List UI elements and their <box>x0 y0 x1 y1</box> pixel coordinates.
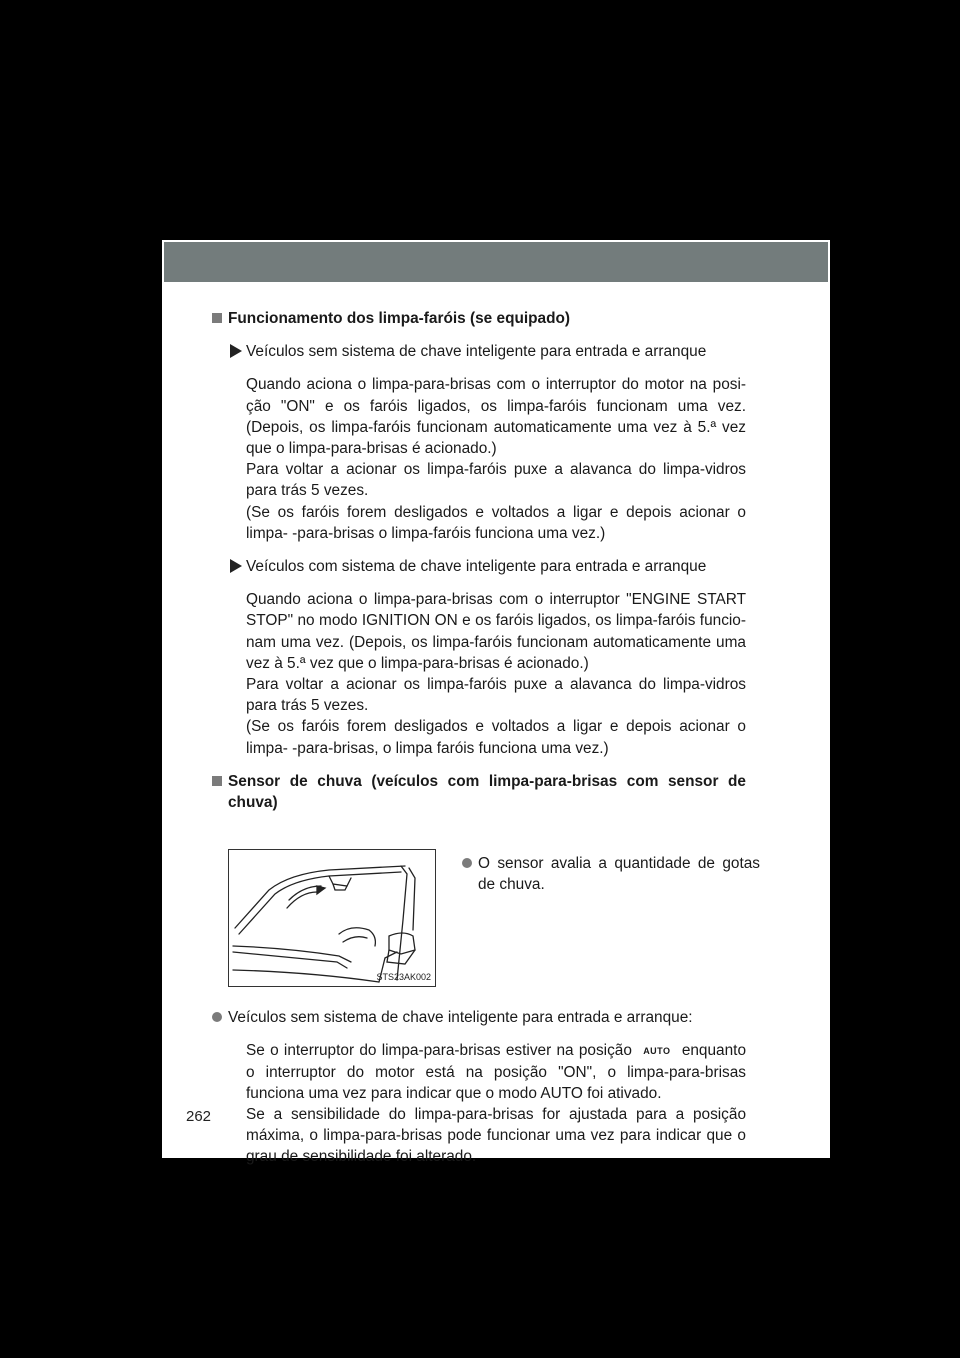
rain-sensor-figure-row <box>212 825 760 995</box>
paragraph: Quando aciona o limpa-para-brisas com o interruptor "ENGINE START STOP" no modo IGNITION ON e os faróis ligados, os limpa-faróis funcio- nam uma vez. (Depois, os limpa-faróis funcionam automaticamente uma vez à 5.ª vez que o limpa-para-brisas é acionado.) <box>246 591 746 672</box>
square-bullet-icon <box>212 313 222 323</box>
sensor-bullet <box>448 853 760 907</box>
windshield-drawing <box>229 850 435 986</box>
paragraph: Se o interruptor do limpa-para-brisas estiver na posição AUTO enquanto o interruptor do motor está na posição "ON", o limpa-para-brisas funciona uma vez para indicar que o modo AUTO foi ativado. <box>246 1042 747 1102</box>
paragraph: (Se os faróis forem desligados e voltados a ligar e depois acionar o limpa- -para-brisas o limpa-faróis funciona uma vez.) <box>246 503 746 542</box>
paragraph-block <box>212 589 746 759</box>
auto-position-symbol: AUTO <box>643 1046 671 1057</box>
arrow-right-icon <box>230 559 242 573</box>
manual-page <box>162 240 830 1166</box>
bullet-item: O sensor avalia a quantidade de gotas de chuva. <box>462 853 760 895</box>
subheading-with-smart-key: Veículos com sistema de chave inteligente para entrada e arranque <box>212 556 746 577</box>
figure-code: STS23AK002 <box>376 972 431 983</box>
section-title-rain-sensor: Sensor de chuva (veículos com limpa-para-brisas com sensor de chuva) <box>212 771 746 813</box>
paragraph-block <box>212 1040 746 1167</box>
section-title-headlight-cleaners: Funcionamento dos limpa-faróis (se equipado) <box>212 308 746 329</box>
round-bullet-icon <box>212 1012 222 1022</box>
page-content <box>212 308 760 1180</box>
subheading-without-smart-key: Veículos sem sistema de chave inteligente para entrada e arranque <box>212 341 746 362</box>
arrow-right-icon <box>230 344 242 358</box>
round-bullet-icon <box>462 858 472 868</box>
paragraph: Quando aciona o limpa-para-brisas com o interruptor do motor na posi- ção "ON" e os faróis ligados, os limpa-faróis funcionam uma vez. (Depois, os limpa-faróis funcionam automaticamente uma vez à 5.ª vez que o limpa-para-brisas é acionado.) <box>246 376 746 458</box>
paragraph: Para voltar a acionar os limpa-faróis puxe a alavanca do limpa-vidros para trás 5 vezes. <box>246 676 746 715</box>
header-bar <box>164 242 828 282</box>
paragraph: Se a sensibilidade do limpa-para-brisas for ajustada para a posição máxima, o limpa-para-brisas pode funcionar uma vez para indicar que o grau de sensibilidade foi alterado. <box>246 1106 746 1166</box>
page-number: 262 <box>186 1108 212 1125</box>
square-bullet-icon <box>212 776 222 786</box>
paragraph: (Se os faróis forem desligados e voltados a ligar e depois acionar o limpa- -para-brisas, o limpa faróis funciona uma vez.) <box>246 718 746 757</box>
paragraph-block <box>212 374 746 544</box>
paragraph: Para voltar a acionar os limpa-faróis puxe a alavanca do limpa-vidros para trás 5 vezes. <box>246 461 746 500</box>
windshield-rain-sensor-illustration <box>228 849 436 987</box>
bullet-without-smart-key: Veículos sem sistema de chave inteligente para entrada e arranque: <box>212 1007 746 1028</box>
